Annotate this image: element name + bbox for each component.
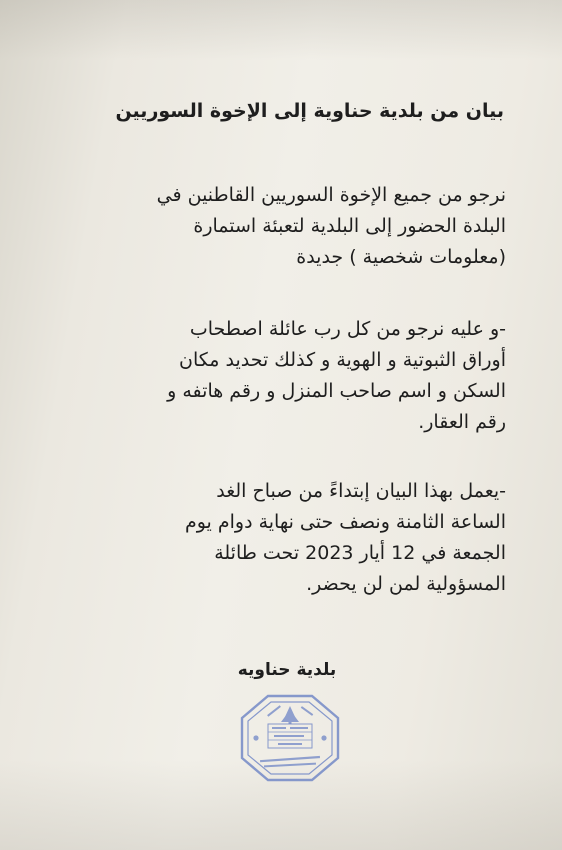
paragraph-line: المسؤولية لمن لن يحضر. (306, 573, 506, 595)
notice-title: بيان من بلدية حناوية إلى الإخوة السوريين (115, 100, 504, 122)
paragraph-deadline (46, 476, 506, 600)
paragraph-line: أوراق الثبوتية و الهوية و كذلك تحديد مكان (179, 349, 506, 371)
paragraph-line: رقم العقار. (418, 411, 506, 433)
official-stamp-icon (238, 692, 342, 784)
paragraph-line: (معلومات شخصية ) جديدة (296, 246, 506, 268)
paragraph-line: الساعة الثامنة ونصف حتى نهاية دوام يوم (184, 511, 506, 533)
municipality-signature: بلدية حناويه (237, 660, 337, 680)
paragraph-line: -و عليه نرجو من كل رب عائلة اصطحاب (189, 318, 506, 340)
paragraph-line: البلدة الحضور إلى البلدية لتعبئة استمارة (193, 215, 506, 237)
paragraph-line: السكن و اسم صاحب المنزل و رقم هاتفه و (167, 380, 506, 402)
paragraph-line: الجمعة في 12 أيار 2023 تحت طائلة (214, 542, 506, 564)
paragraph-line: نرجو من جميع الإخوة السوريين القاطنين في (156, 184, 506, 206)
page-shadow-top (0, 0, 562, 60)
paragraph-line: -يعمل بهذا البيان إبتداءً من صباح الغد (216, 480, 506, 502)
paragraph-required-documents (46, 314, 506, 438)
paragraph-registration-request (46, 180, 506, 273)
